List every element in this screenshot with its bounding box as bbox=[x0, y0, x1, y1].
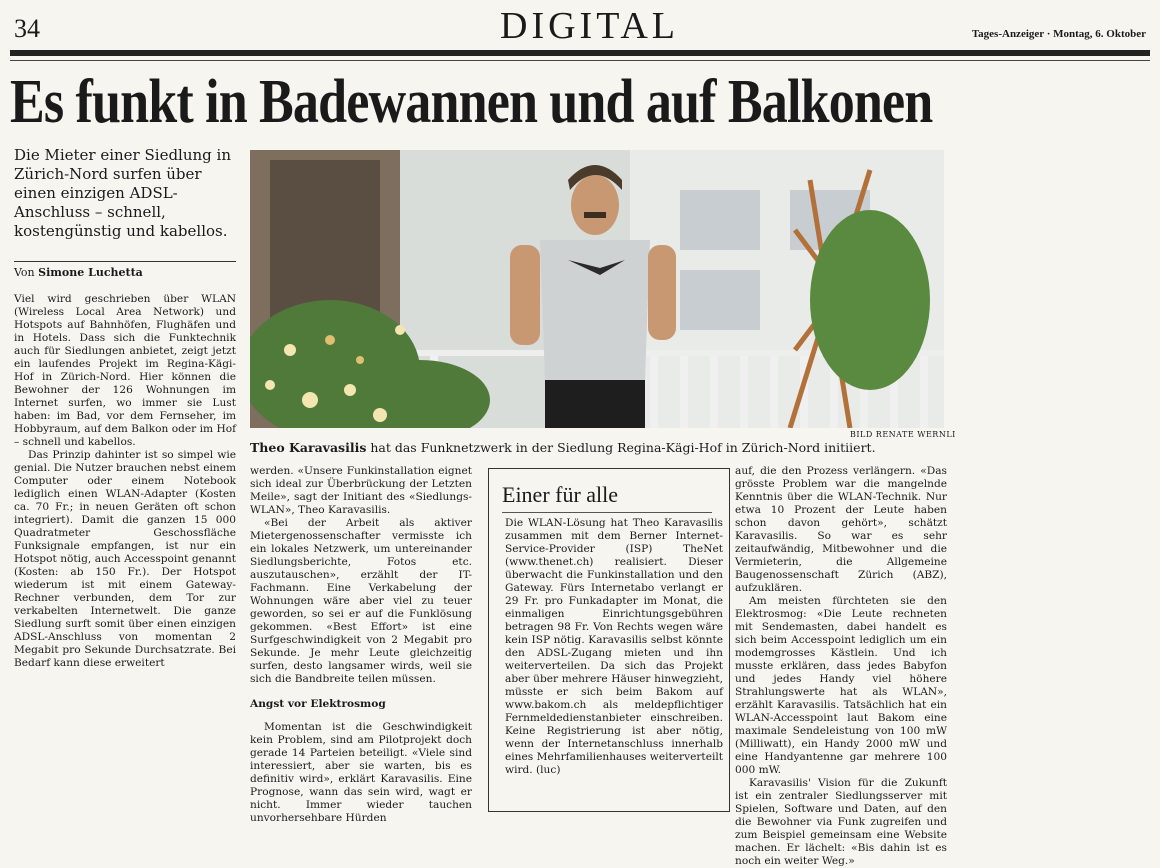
photo-caption bbox=[250, 440, 944, 455]
column-2 bbox=[250, 465, 472, 825]
header-rule-thin bbox=[10, 60, 1150, 61]
info-box-rule bbox=[502, 512, 712, 513]
paragraph: Viel wird geschrieben über WLAN (Wireless Local Area Network) und Hotspots auf Bahnhöfen, Flughäfen und in Hotels. Dass sich die Funktechnik auch für Siedlungen anbietet, zeigt jetzt ein laufendes Projekt im Regina-Kägi-Hof in Zürich-Nord. Hier können die Bewohner der 126 Wohnungen im Internet surfen, wo immer sie Lust haben: im Bad, vor dem Fernseher, im Hobbyraum, auf dem Balkon oder im Hof – schnell und kabellos. bbox=[14, 293, 236, 448]
paragraph: «Bei der Arbeit als aktiver Mietergenossenschafter vermisste ich ein lokales Netzwerk, um untereinander Siedlungsberichte, Fotos etc. auszutauschen», erzählt der IT-Fachmann. Eine Verkabelung der Wohnungen wäre aber viel zu teuer geworden, so sei er auf die Funklösung gekommen. «Best Effort» ist eine Surfgeschwindigkeit von 2 Megabit pro Sekunde. Je mehr Leute gleichzeitig surfen, desto langsamer wirds, weil sie sich die Bandbreite teilen müssen. bbox=[250, 517, 472, 685]
masthead: Tages-Anzeiger · Montag, 6. Oktober bbox=[971, 28, 1146, 40]
byline-rule bbox=[14, 261, 236, 262]
byline bbox=[14, 266, 143, 279]
lead-paragraph: Die Mieter einer Siedlung in Zürich-Nord surfen über einen einzigen ADSL-Anschluss – schnell, kostengünstig und kabellos. bbox=[14, 146, 231, 240]
column-1 bbox=[14, 293, 236, 670]
caption-text: hat das Funknetzwerk in der Siedlung Regina-Kägi-Hof in Zürich-Nord initiiert. bbox=[366, 440, 876, 455]
paragraph: Karavasilis' Vision für die Zukunft ist ein zentraler Siedlungsserver mit Spielen, Software und Daten, auf den die Bewohner via Funk zugreifen und zum Beispiel gemeinsam eine Website machen. Er lächelt: «Bis dahin ist es noch ein weiter Weg.» bbox=[735, 777, 947, 867]
page-number: 34 bbox=[14, 14, 40, 43]
headline: Es funkt in Badewannen und auf Balkonen bbox=[10, 68, 933, 136]
caption-name: Theo Karavasilis bbox=[250, 440, 367, 455]
paragraph: Am meisten fürchteten sie den Elektrosmog: «Die Leute rechneten mit Sendemasten, dabei handelt es sich beim Accesspoint lediglich um ein modemgrosses Kästlein. Und ich musste erklären, dass jedes Babyfon und jedes Handy viel höhere Strahlungswerte hat als WLAN», erzählt Karavasilis. Tatsächlich hat ein WLAN-Accesspoint laut Bakom eine maximale Sendeleistung von 100 mW (Milliwatt), ein Handy 2000 mW und eine Handyantenne gar mehrere 100 000 mW. bbox=[735, 595, 947, 776]
header-rule bbox=[10, 50, 1150, 56]
paragraph: Die WLAN-Lösung hat Theo Karavasilis zusammen mit dem Berner Internet-Service-Provider (ISP) TheNet (www.thenet.ch) realisiert. Dieser überwacht die Funkinstallation und den Gateway. Fürs Internetabo verlangt er 29 Fr. pro Funkadapter im Monat, die einmaligen Einrichtungsgebühren betragen 98 Fr. Von Rechts wegen wäre kein ISP nötig. Karavasilis selbst könnte den ADSL-Zugang mieten und ihn weiterverteilen. Da sich das Projekt aber über mehrere Häuser hinwegzieht, müsste er sich beim Bakom auf www.bakom.ch als meldepflichtiger Fernmeldedienstanbieter einschreiben. Keine Registrierung ist aber nötig, wenn der Internetanschluss innerhalb eines Mehrfamilienhauses weiterverteilt wird. (luc) bbox=[505, 517, 723, 776]
article-photo bbox=[250, 150, 944, 428]
photo-illustration bbox=[250, 150, 944, 428]
paragraph: Momentan ist die Geschwindigkeit kein Problem, sind am Pilotprojekt doch gerade 14 Parteien beteiligt. «Viele sind interessiert, aber sie warten, bis es definitiv wird», erklärt Karavasilis. Eine Prognose, wann das sein wird, wagt er nicht. Immer wieder tauchen unvorhersehbare Hürden bbox=[250, 721, 472, 824]
paragraph: auf, die den Prozess verlängern. «Das grösste Problem war die mangelnde Kenntnis über die WLAN-Technik. Nur etwa 10 Prozent der Leute haben schon davon gehört», schätzt Karavasilis. So war es sehr zeitaufwändig, Mitbewohner und die Vermieterin, die Allgemeine Baugenossenschaft Zürich (ABZ), aufzuklären. bbox=[735, 465, 947, 594]
section-title: DIGITAL bbox=[500, 5, 680, 47]
info-box-title: Einer für alle bbox=[502, 482, 619, 507]
byline-prefix: Von bbox=[14, 266, 35, 279]
paragraph: Das Prinzip dahinter ist so simpel wie genial. Die Nutzer brauchen nebst einem Computer oder einem Notebook lediglich einen WLAN-Adapter (Kosten ca. 70 Fr.; in neuen Geräten oft schon integriert). Damit die ganzen 15 000 Quadratmeter Geschossfläche Funksignale empfangen, ist nur ein Hotspot nötig, auch Accesspoint genannt (Kosten: ab 150 Fr.). Der Hotspot wiederum ist mit einem Gateway-Rechner verbunden, dem Tor zur verkabelten Internetwelt. Die ganze Siedlung surft somit über einen einzigen ADSL-Anschluss von momentan 2 Megabit pro Sekunde Durchsatzrate. Bei Bedarf kann diese erweitert bbox=[14, 449, 236, 669]
byline-author: Simone Luchetta bbox=[38, 266, 143, 279]
paragraph: werden. «Unsere Funkinstallation eignet sich ideal zur Überbrückung der Letzten Meile», sagt der Initiant des «Siedlungs-WLAN», Theo Karavasilis. bbox=[250, 465, 472, 516]
photo-credit: BILD RENATE WERNLI bbox=[850, 430, 956, 439]
column-4 bbox=[735, 465, 947, 868]
subheading: Angst vor Elektrosmog bbox=[250, 698, 386, 710]
info-box-text bbox=[505, 517, 723, 777]
